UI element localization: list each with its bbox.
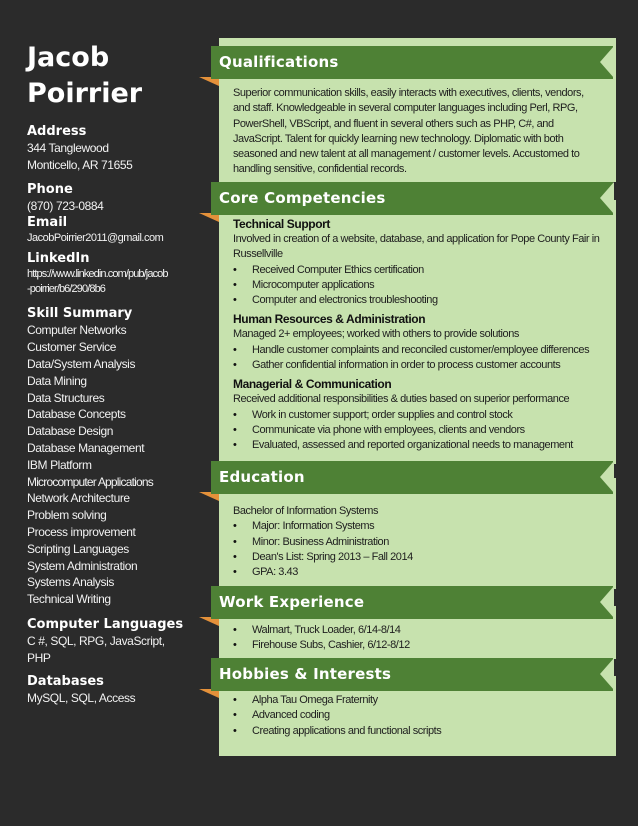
name-last: Poirrier — [27, 78, 143, 109]
competency-heading: Human Resources & Administration — [233, 312, 426, 327]
competency-desc: Managed 2+ employees; worked with others to provide solutions — [233, 328, 519, 341]
list-item: • Work in customer support; order supplies and control stock — [233, 408, 613, 423]
qualifications-line: handling sensitive, confidential records. — [233, 163, 407, 176]
competencies-body — [233, 216, 613, 454]
phone-section — [27, 181, 197, 215]
languages-line2: PHP — [27, 650, 51, 665]
databases-value: MySQL, SQL, Access — [27, 690, 136, 705]
list-item: • Received Computer Ethics certification — [233, 263, 613, 278]
list-item: • Major: Information Systems — [233, 519, 613, 534]
competencies-title: Core Competencies — [219, 189, 386, 207]
list-item: • Creating applications and functional scripts — [233, 724, 613, 739]
skill-item: System Administration — [27, 558, 138, 573]
list-item: • Handle customer complaints and reconciled customer/employee differences — [233, 343, 613, 358]
list-item: • Minor: Business Administration — [233, 535, 613, 550]
address-line1: 344 Tanglewood — [27, 141, 109, 155]
qualifications-line: Superior communication skills, easily interacts with executives, clients, vendors, — [233, 87, 584, 99]
databases-heading: Databases — [27, 673, 104, 689]
email-section — [27, 214, 197, 246]
competency-bullets — [233, 408, 613, 454]
skill-item: Data Mining — [27, 373, 87, 388]
skill-item: IBM Platform — [27, 457, 92, 472]
qualifications-line: seasoned and new talent at all management / customer levels. Accustomed to — [233, 148, 580, 161]
sidebar — [27, 40, 197, 706]
qualifications-body — [233, 86, 613, 178]
competency-desc: Russellville — [233, 248, 283, 261]
list-item: • Dean's List: Spring 2013 – Fall 2014 — [233, 550, 613, 565]
hobbies-title: Hobbies & Interests — [219, 665, 392, 683]
competency-group — [233, 376, 613, 453]
competency-heading: Technical Support — [233, 217, 330, 231]
competency-heading: Managerial & Communication — [233, 377, 392, 392]
skill-item: Data Structures — [27, 390, 105, 405]
skill-item: Scripting Languages — [27, 541, 129, 556]
email-value: JacobPoirrier2011@gmail.com — [27, 232, 164, 245]
competency-group — [233, 216, 613, 308]
linkedin-line1: https://www.linkedin.com/pub/jacob — [27, 268, 168, 281]
list-item: • Firehouse Subs, Cashier, 6/12-8/12 — [233, 638, 613, 653]
address-section — [27, 123, 197, 174]
list-item: • Communicate via phone with employees, clients and vendors — [233, 423, 613, 438]
qualifications-line: PowerShell, VBScript, and fluent in several others such as PHP, C#, and — [233, 117, 554, 130]
list-item: • Gather confidential information in order to process customer accounts — [233, 358, 613, 373]
skill-item: Problem solving — [27, 508, 107, 523]
list-item: • Microcomputer applications — [233, 278, 613, 293]
skill-item: Customer Service — [27, 340, 116, 355]
list-item: • Alpha Tau Omega Fraternity — [233, 693, 613, 708]
skill-item: Process improvement — [27, 524, 136, 539]
education-title: Education — [219, 468, 305, 486]
skills-heading: Skill Summary — [27, 306, 133, 322]
languages-section — [27, 616, 197, 667]
skills-section — [27, 305, 197, 608]
competency-desc: Involved in creation of a website, database, and application for Pope County Fair in — [233, 233, 600, 245]
education-bullets — [233, 519, 613, 580]
address-line2: Monticello, AR 71655 — [27, 157, 133, 172]
email-heading: Email — [27, 215, 68, 231]
name-first: Jacob — [27, 42, 110, 73]
work-title: Work Experience — [219, 593, 365, 611]
competency-bullets — [233, 343, 613, 374]
linkedin-section — [27, 250, 197, 297]
skill-item: Microcomputer Applications — [27, 474, 153, 489]
languages-line1: C #, SQL, RPG, JavaScript, — [27, 633, 165, 648]
languages-heading: Computer Languages — [27, 616, 184, 632]
work-bullets — [233, 623, 613, 654]
phone-value: (870) 723-0884 — [27, 198, 104, 213]
competency-group — [233, 311, 613, 373]
phone-heading: Phone — [27, 181, 73, 197]
skill-item: Computer Networks — [27, 323, 127, 338]
hobbies-body — [233, 693, 613, 739]
competency-desc: Received additional responsibilities & duties based on superior performance — [233, 393, 570, 406]
skill-item: Database Concepts — [27, 407, 126, 422]
competency-bullets — [233, 263, 613, 309]
databases-section — [27, 673, 197, 707]
linkedin-heading: LinkedIn — [27, 251, 90, 267]
education-body — [233, 504, 613, 580]
skill-item: Database Management — [27, 440, 145, 455]
qualifications-line: and staff. Knowledgeable in several computer languages including Perl, RPG, — [233, 102, 578, 115]
hobbies-bullets — [233, 693, 613, 739]
list-item: • GPA: 3.43 — [233, 565, 613, 580]
linkedin-line2: -poirrier/b6/290/8b6 — [27, 283, 106, 296]
qualifications-line: JavaScript. Talent for quickly learning new technology. Diplomatic with both — [233, 132, 564, 145]
work-body — [233, 623, 613, 654]
list-item: • Evaluated, assessed and reported organizational needs to management — [233, 438, 613, 453]
skill-item: Network Architecture — [27, 491, 130, 506]
skill-item: Data/System Analysis — [27, 356, 136, 371]
skill-item: Database Design — [27, 424, 114, 439]
list-item: • Walmart, Truck Loader, 6/14-8/14 — [233, 623, 613, 638]
education-degree: Bachelor of Information Systems — [233, 505, 379, 517]
skill-item: Systems Analysis — [27, 575, 114, 590]
list-item: • Advanced coding — [233, 708, 613, 723]
qualifications-title: Qualifications — [219, 53, 339, 71]
skill-item: Technical Writing — [27, 592, 111, 607]
address-heading: Address — [27, 124, 87, 139]
list-item: • Computer and electronics troubleshooting — [233, 293, 613, 308]
